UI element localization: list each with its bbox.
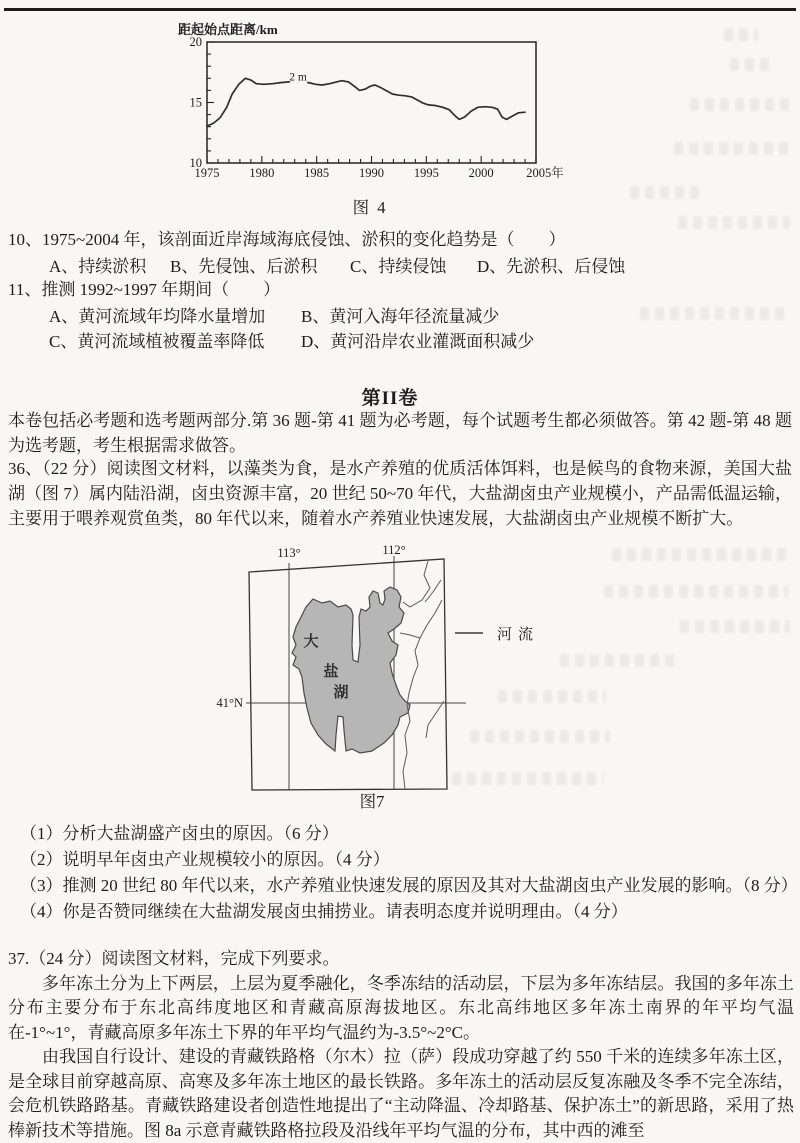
river-path-east-inlet — [400, 633, 420, 638]
bleed-through-artifact — [498, 690, 606, 703]
bleed-through-artifact — [560, 654, 680, 667]
bleed-through-artifact — [724, 28, 758, 41]
svg-text:距起始点距离/km: 距起始点距离/km — [178, 22, 278, 37]
question-10-options — [8, 252, 794, 277]
subquestion-1: （1）分析大盐湖盛产卤虫的原因。（6 分） — [20, 824, 339, 843]
lake-name-char-3: 湖 — [333, 685, 349, 701]
svg-text:15: 15 — [189, 95, 202, 110]
bleed-through-artifact — [640, 307, 788, 320]
svg-text:2 m: 2 m — [289, 71, 307, 84]
question-10-stem: 10、1975~2004 年，该剖面近岸海域海底侵蚀、淤积的变化趋势是（ ） — [8, 230, 566, 249]
lake-name-char-2: 盐 — [323, 664, 339, 680]
question-37-para2: 由我国自行设计、建设的青藏铁路格（尔木）拉（萨）段成功穿越了约 550 千米的连续多年冻土区，是全球目前穿越高原、高寒及多年冻土地区的最长铁路。多年冻土的活动层反复冻融及冬季不完全冻结，会危机铁路路基。青藏铁路建设者创造性地提出了“主动降温、冷却路基、保护冻土”的新思路，采用了热棒新技术等措施。图 8a 示意青藏铁路格拉段及沿线年平均气温的分布，其中西的滩至 — [8, 1047, 794, 1140]
chart-series-line — [207, 78, 525, 126]
question-37-block — [8, 947, 794, 1143]
svg-text:1980: 1980 — [249, 166, 275, 180]
bleed-through-artifact — [678, 216, 790, 229]
bleed-through-artifact — [470, 730, 610, 743]
svg-text:1995: 1995 — [413, 166, 439, 180]
chart-labels — [178, 22, 564, 180]
figure4-caption: 图 4 — [352, 198, 388, 217]
svg-text:10: 10 — [189, 156, 202, 170]
q11-option-b: B、黄河入海年径流量减少 — [301, 307, 500, 326]
question-36-subquestions — [8, 821, 796, 925]
section2-intro: 本卷包括必考题和选考题两部分.第 36 题-第 41 题为必考题，每个试题考生都必须做答。第 42 题-第 48 题为选考题，考生根据需求做答。 — [8, 411, 792, 455]
longitude-label-113: 113° — [277, 546, 301, 560]
longitude-label-112: 112° — [382, 545, 406, 557]
question-10-11-block — [8, 227, 794, 352]
figure4-chart — [175, 14, 575, 186]
legend-river-label: 河流 — [497, 627, 540, 643]
section2-heading: 第II卷 — [361, 388, 419, 409]
question-37-heading: 37.（24 分）阅读图文材料，完成下列要求。 — [8, 949, 340, 968]
bleed-through-artifact — [604, 585, 788, 598]
question-11-stem: 11、推测 1992~1997 年期间（ ） — [8, 280, 281, 299]
bleed-through-artifact — [612, 548, 788, 561]
bleed-through-artifact — [690, 98, 790, 111]
subquestion-2: （2）说明早年卤虫产业规模较小的原因。（4 分） — [20, 850, 390, 869]
question-11-options-row2 — [8, 327, 794, 352]
bleed-through-artifact — [674, 142, 790, 155]
q11-option-c: C、黄河流域植被覆盖率降低 — [49, 332, 265, 351]
svg-text:1975: 1975 — [194, 166, 220, 180]
subquestion-3: （3）推测 20 世纪 80 年代以来，水产养殖业快速发展的原因及其对大盐湖卤虫产业发展的影响。（8 分） — [20, 876, 798, 895]
subquestion-4: （4）你是否赞同继续在大盐湖发展卤虫捕捞业。请表明态度并说明理由。（4 分） — [20, 902, 628, 921]
chart-axes — [207, 42, 536, 163]
page-top-rule — [4, 8, 796, 11]
bleed-through-artifact — [630, 186, 702, 199]
river-path-southeast — [426, 701, 444, 738]
svg-text:1985: 1985 — [304, 166, 330, 180]
svg-text:1990: 1990 — [359, 166, 384, 180]
svg-text:2005年: 2005年 — [526, 166, 564, 180]
bleed-through-artifact — [680, 620, 790, 633]
q10-option-b: B、先侵蚀、后淤积 — [170, 257, 318, 276]
river-path-east — [403, 600, 442, 789]
bleed-through-artifact — [730, 58, 774, 71]
figure7-caption: 图7 — [359, 792, 385, 811]
bleed-through-artifact — [452, 772, 604, 785]
svg-text:2000: 2000 — [468, 166, 494, 180]
q11-option-a: A、黄河流域年均降水量增加 — [49, 307, 266, 326]
question-36-stem: 36、（22 分）阅读图文材料，以藻类为食，是水产养殖的优质活体饵料，也是候鸟的食物来源，美国大盐湖（图 7）属内陆沿湖，卤虫资源丰富，20 世纪 50~70 年代，大盐湖卤虫产业规模小，产品需低温运输，主要用于喂养观赏鱼类，80 年代以来，随着水产养殖业快速发展，大盐湖卤虫产业规模不断扩大。 — [8, 459, 792, 528]
svg-text:20: 20 — [189, 35, 202, 49]
q10-option-d: D、先淤积、后侵蚀 — [477, 257, 626, 276]
q11-option-d: D、黄河沿岸农业灌溉面积减少 — [301, 332, 535, 351]
question-37-para1: 多年冻土分为上下两层，上层为夏季融化，冬季冻结的活动层，下层为多年冻结层。我国的多年冻土分布主要分布于东北高纬度地区和青藏高原海拔地区。东北高纬地区多年冻土南界的年平均气温在-1°~1°，青藏高原多年冻土下界的年平均气温约为-3.5°~2°C。 — [8, 973, 794, 1042]
q10-option-c: C、持续侵蚀 — [350, 257, 447, 276]
figure4 — [175, 14, 575, 220]
latitude-label-41n: 41°N — [216, 696, 243, 710]
great-salt-lake-shape — [292, 587, 410, 753]
lake-name-char-1: 大 — [303, 634, 319, 650]
q10-option-a: A、持续淤积 — [49, 257, 147, 276]
